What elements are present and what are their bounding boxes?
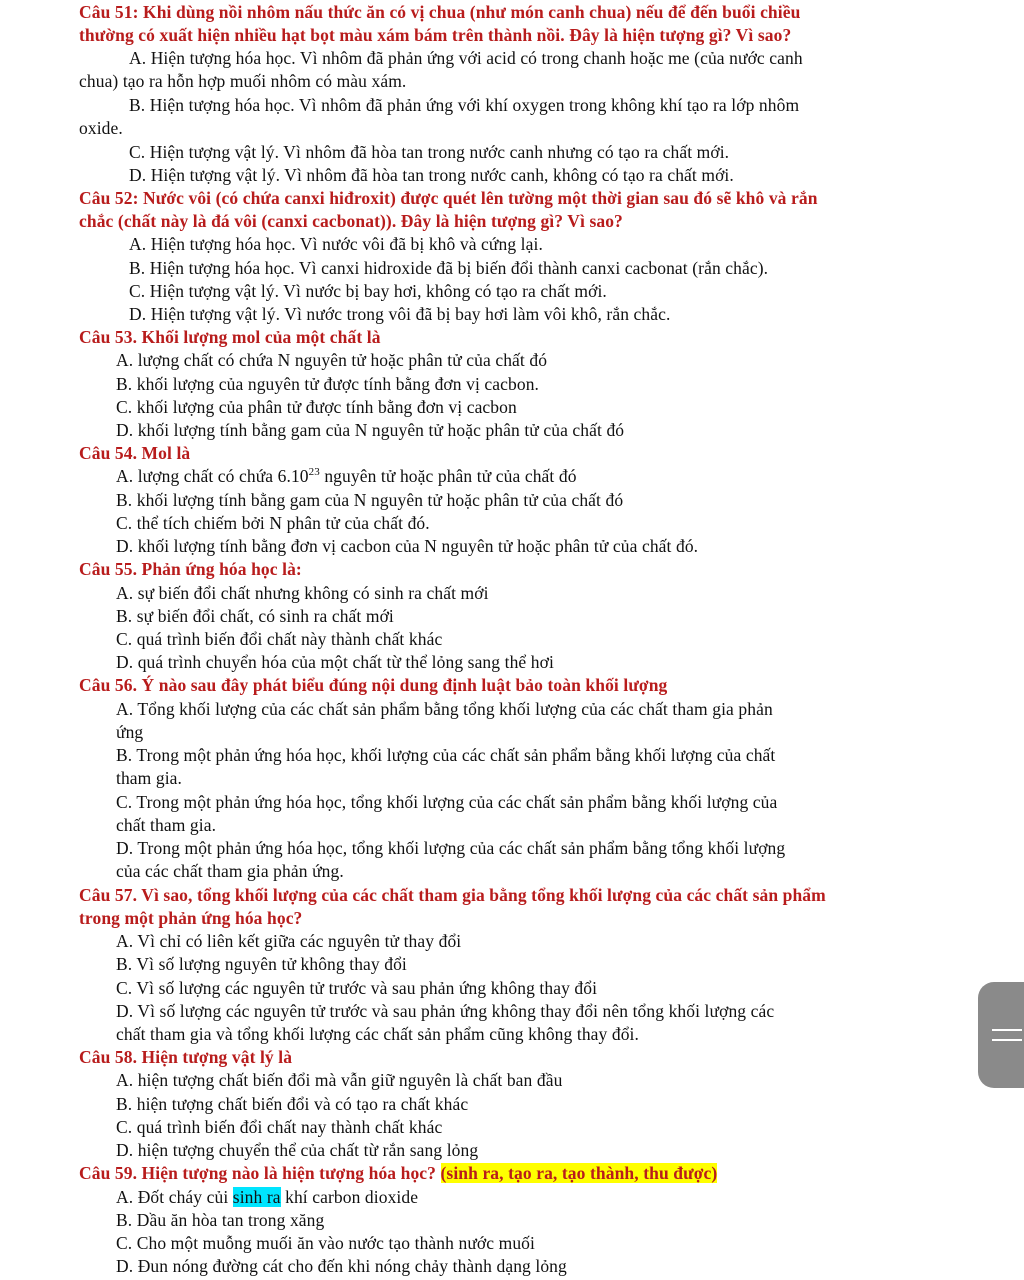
- question-54-option-a-text: A. lượng chất có chứa 6.10: [116, 466, 309, 486]
- question-57-title-line-2: trong một phản ứng hóa học?: [79, 908, 303, 928]
- question-58-option-d: D. hiện tượng chuyển thể của chất từ rắn sang lỏng: [116, 1140, 479, 1160]
- question-59-option-c: C. Cho một muỗng muối ăn vào nước tạo thành nước muối: [116, 1233, 535, 1253]
- question-51-option-b-line-2: oxide.: [79, 118, 123, 138]
- question-54-option-c: C. thể tích chiếm bởi N phân tử của chất đó.: [116, 513, 430, 533]
- question-54-option-a-rest: nguyên tử hoặc phân tử của chất đó: [319, 466, 577, 486]
- question-54-option-b: B. khối lượng tính bằng gam của N nguyên tử hoặc phân tử của chất đó: [116, 490, 624, 510]
- question-59-option-a-rest: khí carbon dioxide: [280, 1187, 419, 1207]
- grip-line-icon: [992, 1029, 1022, 1031]
- question-54-option-d: D. khối lượng tính bằng đơn vị cacbon của N nguyên tử hoặc phân tử của chất đó.: [116, 536, 699, 556]
- question-52-option-b: B. Hiện tượng hóa học. Vì canxi hidroxide đã bị biến đổi thành canxi cacbonat (rắn chắc).: [129, 258, 769, 278]
- question-59-option-a-highlight: sinh ra: [232, 1187, 281, 1207]
- question-54-option-a: [116, 465, 577, 487]
- question-56-option-d-line-1: D. Trong một phản ứng hóa học, tổng khối lượng của các chất sản phẩm bằng tổng khối lượng: [116, 838, 786, 858]
- question-57-option-a: A. Vì chỉ có liên kết giữa các nguyên tử thay đổi: [116, 931, 462, 951]
- question-56-title: Câu 56. Ý nào sau đây phát biểu đúng nội dung định luật bảo toàn khối lượng: [79, 675, 668, 695]
- question-55-option-d: D. quá trình chuyển hóa của một chất từ thể lỏng sang thể hơi: [116, 652, 554, 672]
- question-56-option-c-line-2: chất tham gia.: [116, 815, 217, 835]
- question-57-option-d-line-2: chất tham gia và tổng khối lượng các chất sản phẩm cũng không thay đổi.: [116, 1024, 639, 1044]
- question-59-option-a-text: A. Đốt cháy củi: [116, 1187, 233, 1207]
- side-drag-handle[interactable]: [978, 982, 1024, 1088]
- question-58-title: Câu 58. Hiện tượng vật lý là: [79, 1047, 293, 1067]
- question-57-option-c: C. Vì số lượng các nguyên tử trước và sau phản ứng không thay đổi: [116, 978, 598, 998]
- question-55-option-a: A. sự biến đổi chất nhưng không có sinh ra chất mới: [116, 583, 489, 603]
- question-51-option-d: D. Hiện tượng vật lý. Vì nhôm đã hòa tan trong nước canh, không có tạo ra chất mới.: [129, 165, 734, 185]
- question-59-option-b: B. Dầu ăn hòa tan trong xăng: [116, 1210, 325, 1230]
- question-56-option-a-line-1: A. Tổng khối lượng của các chất sản phẩm bằng tổng khối lượng của các chất tham gia phản: [116, 699, 773, 719]
- question-53-option-d: D. khối lượng tính bằng gam của N nguyên tử hoặc phân tử của chất đó: [116, 420, 625, 440]
- question-51-option-c: C. Hiện tượng vật lý. Vì nhôm đã hòa tan trong nước canh nhưng có tạo ra chất mới.: [129, 142, 730, 162]
- question-55-title: Câu 55. Phản ứng hóa học là:: [79, 559, 302, 579]
- question-54-title: Câu 54. Mol là: [79, 443, 191, 463]
- question-59-title-text: Câu 59. Hiện tượng nào là hiện tượng hóa học?: [79, 1163, 441, 1183]
- question-57-option-d-line-1: D. Vì số lượng các nguyên tử trước và sau phản ứng không thay đổi nên tổng khối lượng các: [116, 1001, 775, 1021]
- question-52-title-line-1: Câu 52: Nước vôi (có chứa canxi hiđroxit) được quét lên tường một thời gian sau đó sẽ khô và rắn: [79, 188, 818, 208]
- question-59-option-d: D. Đun nóng đường cát cho đến khi nóng chảy thành dạng lỏng: [116, 1256, 567, 1276]
- question-57-option-b: B. Vì số lượng nguyên tử không thay đổi: [116, 954, 407, 974]
- question-51-title-line-2: thường có xuất hiện nhiều hạt bọt màu xám bám trên thành nồi. Đây là hiện tượng gì? Vì sao?: [79, 25, 792, 45]
- question-53-option-c: C. khối lượng của phân tử được tính bằng đơn vị cacbon: [116, 397, 517, 417]
- question-51-option-a-line-1: A. Hiện tượng hóa học. Vì nhôm đã phản ứng với acid có trong chanh hoặc me (của nước canh: [129, 48, 803, 68]
- question-53-option-b: B. khối lượng của nguyên tử được tính bằng đơn vị cacbon.: [116, 374, 540, 394]
- question-58-option-b: B. hiện tượng chất biến đổi và có tạo ra chất khác: [116, 1094, 469, 1114]
- question-54-option-a-exponent: 23: [308, 466, 320, 479]
- question-59-option-a: [116, 1186, 418, 1208]
- question-52-option-c: C. Hiện tượng vật lý. Vì nước bị bay hơi, không có tạo ra chất mới.: [129, 281, 607, 301]
- question-52-option-a: A. Hiện tượng hóa học. Vì nước vôi đã bị khô và cứng lại.: [129, 234, 543, 254]
- question-56-option-b-line-1: B. Trong một phản ứng hóa học, khối lượng của các chất sản phẩm bằng khối lượng của chất: [116, 745, 776, 765]
- question-52-title-line-2: chắc (chất này là đá vôi (canxi cacbonat)). Đây là hiện tượng gì? Vì sao?: [79, 211, 623, 231]
- question-51-option-b-line-1: B. Hiện tượng hóa học. Vì nhôm đã phản ứng với khí oxygen trong không khí tạo ra lớp nhôm: [129, 95, 800, 115]
- question-56-option-a-line-2: ứng: [116, 722, 144, 742]
- question-51-title-line-1: Câu 51: Khi dùng nồi nhôm nấu thức ăn có vị chua (như món canh chua) nếu để đến buổi chiều: [79, 2, 801, 22]
- question-56-option-c-line-1: C. Trong một phản ứng hóa học, tổng khối lượng của các chất sản phẩm bằng khối lượng của: [116, 792, 778, 812]
- question-52-option-d: D. Hiện tượng vật lý. Vì nước trong vôi đã bị bay hơi làm vôi khô, rắn chắc.: [129, 304, 671, 324]
- grip-line-icon: [992, 1039, 1022, 1041]
- question-55-option-c: C. quá trình biến đổi chất này thành chất khác: [116, 629, 443, 649]
- question-56-option-b-line-2: tham gia.: [116, 768, 183, 788]
- question-56-option-d-line-2: của các chất tham gia phản ứng.: [116, 861, 344, 881]
- question-58-option-c: C. quá trình biến đổi chất nay thành chất khác: [116, 1117, 443, 1137]
- question-53-option-a: A. lượng chất có chứa N nguyên tử hoặc phân tử của chất đó: [116, 350, 548, 370]
- question-57-title-line-1: Câu 57. Vì sao, tổng khối lượng của các chất tham gia bằng tổng khối lượng của các chất sản phẩm: [79, 885, 826, 905]
- question-59-keyword-highlight: (sinh ra, tạo ra, tạo thành, thu được): [440, 1163, 718, 1183]
- question-55-option-b: B. sự biến đổi chất, có sinh ra chất mới: [116, 606, 394, 626]
- question-51-option-a-line-2: chua) tạo ra hỗn hợp muối nhôm có màu xám.: [79, 71, 407, 91]
- question-58-option-a: A. hiện tượng chất biến đổi mà vẫn giữ nguyên là chất ban đầu: [116, 1070, 563, 1090]
- question-59-title: [79, 1162, 717, 1184]
- question-53-title: Câu 53. Khối lượng mol của một chất là: [79, 327, 381, 347]
